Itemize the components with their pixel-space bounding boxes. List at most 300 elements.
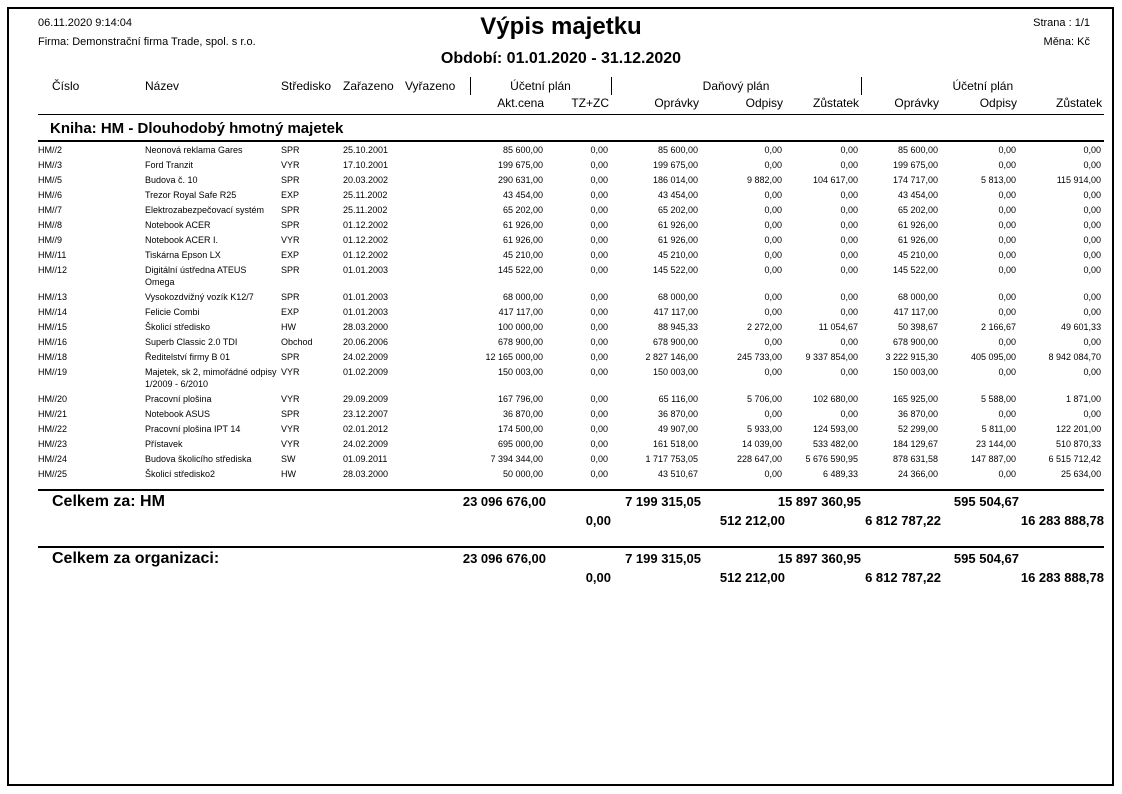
cell-cislo: HM//7 [38,205,63,215]
cell-ucet_zustatek: 510 870,33 [1056,439,1102,449]
cell-ucet_opravky: 85 600,00 [898,145,939,155]
cell-dan_odpisy: 0,00 [764,160,783,170]
report-meta-right [1033,14,1090,52]
cell-vyrazeno [405,289,470,304]
cell-dan_odpisy: 245 733,00 [736,352,783,362]
table-row [38,141,1104,157]
cell-dan_opravky: 85 600,00 [657,145,699,155]
total-akt-cena: 23 096 676,00 [462,494,546,509]
cell-zarazeno: 01.02.2009 [343,367,389,377]
cell-zarazeno: 01.01.2003 [343,307,389,317]
cell-dan_zustatek: 0,00 [840,367,859,377]
cell-akt_cena: 695 000,00 [497,439,543,449]
cell-dan_zustatek: 0,00 [840,220,859,230]
cell-dan_zustatek: 124 593,00 [813,424,859,434]
cell-dan_zustatek: 0,00 [840,292,859,302]
table-row [38,232,1104,247]
cell-cislo: HM//12 [38,265,68,275]
cell-nazev: Majetek, sk 2, mimořádné odpisy 1/2009 - 6/2010 [145,367,277,389]
cell-ucet_opravky: 678 900,00 [893,337,939,347]
cell-tz_zc: 0,00 [590,337,609,347]
cell-stredisko: VYR [281,160,300,170]
cell-vyrazeno [405,406,470,421]
cell-ucet_zustatek: 115 914,00 [1056,175,1102,185]
cell-dan_opravky: 36 870,00 [657,409,699,419]
table-row [38,391,1104,406]
company-name: Firma: Demonstrační firma Trade, spol. s r.o. [38,36,256,48]
cell-akt_cena: 145 522,00 [497,265,543,275]
cell-ucet_opravky: 61 926,00 [898,220,939,230]
cell-akt_cena: 45 210,00 [502,250,543,260]
cell-zarazeno: 01.12.2002 [343,235,389,245]
cell-vyrazeno [405,436,470,451]
cell-ucet_zustatek: 0,00 [1083,307,1102,317]
cell-zarazeno: 20.06.2006 [343,337,389,347]
cell-dan_opravky: 68 000,00 [657,292,699,302]
cell-ucet_zustatek: 49 601,33 [1061,322,1102,332]
cell-nazev: Superb Classic 2.0 TDI [145,337,238,347]
table-row [38,364,1104,391]
cell-dan_zustatek: 9 337 854,00 [805,352,859,362]
table-row [38,319,1104,334]
cell-ucet_zustatek: 0,00 [1083,190,1102,200]
total-akt-cena: 23 096 676,00 [462,551,546,566]
cell-cislo: HM//5 [38,175,63,185]
column-header-dan-opravky: Oprávky [611,95,701,115]
total-ucet-odpisy: 595 504,67 [953,551,1019,566]
cell-ucet_zustatek: 0,00 [1083,250,1102,260]
total-dan-opravky: 7 199 315,05 [625,494,701,509]
cell-zarazeno: 01.01.2003 [343,265,389,275]
cell-tz_zc: 0,00 [590,352,609,362]
cell-akt_cena: 61 926,00 [502,220,543,230]
cell-vyrazeno [405,232,470,247]
cell-tz_zc: 0,00 [590,250,609,260]
cell-tz_zc: 0,00 [590,439,609,449]
table-row [38,202,1104,217]
cell-zarazeno: 29.09.2009 [343,394,389,404]
cell-nazev: Školicí středisko2 [145,469,216,479]
column-header-nazev: Název [145,79,180,93]
cell-dan_zustatek: 6 489,33 [823,469,859,479]
cell-zarazeno: 02.01.2012 [343,424,389,434]
cell-ucet_opravky: 61 926,00 [898,235,939,245]
asset-table [38,77,1104,481]
cell-dan_odpisy: 0,00 [764,250,783,260]
cell-zarazeno: 25.11.2002 [343,205,388,215]
cell-dan_odpisy: 0,00 [764,469,783,479]
cell-nazev: Školicí středisko [145,322,211,332]
cell-nazev: Ředitelství firmy B 01 [145,352,231,362]
total-ucet-zustatek: 16 283 888,78 [1020,570,1104,585]
cell-dan_opravky: 199 675,00 [652,160,699,170]
cell-ucet_zustatek: 25 634,00 [1061,469,1102,479]
cell-akt_cena: 174 500,00 [497,424,543,434]
cell-dan_opravky: 49 907,00 [657,424,699,434]
cell-tz_zc: 0,00 [590,190,609,200]
cell-dan_odpisy: 0,00 [764,190,783,200]
cell-akt_cena: 65 202,00 [502,205,543,215]
cell-vyrazeno [405,217,470,232]
total-dan-odpisy: 512 212,00 [719,513,785,528]
cell-nazev: Tiskárna Epson LX [145,250,221,260]
cell-dan_opravky: 88 945,33 [657,322,699,332]
cell-dan_opravky: 65 116,00 [658,394,699,404]
cell-nazev: Trezor Royal Safe R25 [145,190,237,200]
group-header-ucetni-plan-1: Účetní plán [470,77,611,95]
cell-cislo: HM//11 [38,250,67,260]
cell-zarazeno: 24.02.2009 [343,352,389,362]
group-header-danovy-plan: Daňový plán [611,77,861,95]
cell-vyrazeno [405,334,470,349]
cell-stredisko: SPR [281,205,300,215]
cell-ucet_opravky: 36 870,00 [898,409,939,419]
cell-dan_zustatek: 5 676 590,95 [805,454,859,464]
cell-nazev: Ford Tranzit [145,160,194,170]
cell-stredisko: HW [281,469,296,479]
cell-vyrazeno [405,172,470,187]
cell-stredisko: SPR [281,292,300,302]
cell-tz_zc: 0,00 [590,160,609,170]
total-ucet-opravky: 6 812 787,22 [865,513,941,528]
table-row [38,247,1104,262]
cell-nazev: Budova č. 10 [145,175,198,185]
column-header-dan-zustatek: Zůstatek [785,95,861,115]
cell-vyrazeno [405,304,470,319]
table-row [38,262,1104,289]
currency-label: Měna: Kč [1043,36,1090,48]
cell-dan_opravky: 61 926,00 [657,220,699,230]
cell-cislo: HM//13 [38,292,68,302]
cell-dan_odpisy: 5 706,00 [746,394,783,404]
cell-dan_opravky: 45 210,00 [657,250,699,260]
cell-nazev: Neonová reklama Gares [145,145,243,155]
cell-stredisko: SPR [281,409,300,419]
cell-ucet_zustatek: 0,00 [1083,337,1102,347]
cell-ucet_zustatek: 1 871,00 [1066,394,1102,404]
cell-stredisko: SPR [281,352,300,362]
cell-ucet_zustatek: 0,00 [1083,235,1102,245]
cell-tz_zc: 0,00 [590,469,609,479]
cell-ucet_zustatek: 6 515 712,42 [1048,454,1102,464]
cell-akt_cena: 68 000,00 [502,292,543,302]
cell-dan_zustatek: 0,00 [840,160,859,170]
cell-dan_opravky: 186 014,00 [652,175,699,185]
table-row [38,217,1104,232]
page-number: Strana : 1/1 [1033,17,1090,29]
asset-table-body [38,141,1104,481]
cell-akt_cena: 417 117,00 [498,307,543,317]
cell-cislo: HM//22 [38,424,68,434]
column-header-ucet-opravky: Oprávky [861,95,941,115]
cell-tz_zc: 0,00 [590,292,609,302]
totals-hm [38,489,1104,529]
cell-ucet_opravky: 165 925,00 [893,394,939,404]
cell-nazev: Pracovní plošina IPT 14 [145,424,241,434]
cell-stredisko: EXP [281,190,300,200]
cell-cislo: HM//23 [38,439,68,449]
cell-dan_opravky: 1 717 753,05 [645,454,699,464]
cell-nazev: Budova školicího střediska [145,454,252,464]
cell-ucet_odpisy: 0,00 [998,409,1017,419]
cell-cislo: HM//3 [38,160,63,170]
total-dan-odpisy: 512 212,00 [719,570,785,585]
cell-dan_zustatek: 0,00 [840,235,859,245]
cell-ucet_opravky: 43 454,00 [898,190,939,200]
cell-akt_cena: 12 165 000,00 [485,352,543,362]
cell-stredisko: VYR [281,235,300,245]
totals-org-label: Celkem za organizaci: [52,550,220,567]
cell-nazev: Pracovní plošina [145,394,212,404]
cell-akt_cena: 7 394 344,00 [490,454,543,464]
cell-stredisko: VYR [281,394,300,404]
cell-dan_odpisy: 0,00 [764,367,783,377]
cell-cislo: HM//14 [38,307,68,317]
report-title: Výpis majetku [480,13,642,40]
cell-vyrazeno [405,247,470,262]
cell-tz_zc: 0,00 [590,454,609,464]
cell-vyrazeno [405,349,470,364]
cell-ucet_odpisy: 2 166,67 [981,322,1017,332]
cell-ucet_odpisy: 405 095,00 [971,352,1017,362]
cell-akt_cena: 85 600,00 [502,145,543,155]
cell-zarazeno: 01.12.2002 [343,220,389,230]
cell-cislo: HM//18 [38,352,68,362]
column-header-stredisko: Středisko [281,79,332,93]
cell-dan_zustatek: 102 680,00 [813,394,859,404]
column-header-vyrazeno: Vyřazeno [405,79,456,93]
cell-dan_zustatek: 0,00 [840,145,859,155]
totals-organization [38,546,1104,586]
table-row [38,349,1104,364]
cell-dan_odpisy: 2 272,00 [746,322,783,332]
cell-cislo: HM//25 [38,469,68,479]
cell-nazev: Notebook ACER I. [145,235,219,245]
column-header-dan-odpisy: Odpisy [701,95,785,115]
cell-dan_opravky: 43 510,67 [657,469,699,479]
section-header-row [38,115,1104,142]
cell-zarazeno: 28.03.2000 [343,469,389,479]
cell-stredisko: SPR [281,145,300,155]
cell-zarazeno: 23.12.2007 [343,409,389,419]
totals-hm-label: Celkem za: HM [52,493,165,510]
cell-dan_zustatek: 11 054,67 [818,322,859,332]
cell-akt_cena: 678 900,00 [497,337,543,347]
cell-ucet_zustatek: 0,00 [1083,145,1102,155]
cell-dan_odpisy: 0,00 [764,292,783,302]
cell-akt_cena: 167 796,00 [497,394,543,404]
cell-vyrazeno [405,421,470,436]
cell-akt_cena: 36 870,00 [502,409,543,419]
cell-cislo: HM//16 [38,337,68,347]
cell-stredisko: VYR [281,439,300,449]
cell-dan_odpisy: 0,00 [764,409,783,419]
cell-cislo: HM//6 [38,190,63,200]
cell-ucet_odpisy: 0,00 [998,205,1017,215]
cell-akt_cena: 150 003,00 [497,367,543,377]
cell-ucet_odpisy: 0,00 [998,160,1017,170]
cell-vyrazeno [405,141,470,157]
table-row [38,157,1104,172]
cell-ucet_odpisy: 0,00 [998,337,1017,347]
cell-ucet_odpisy: 5 813,00 [981,175,1017,185]
cell-ucet_zustatek: 0,00 [1083,367,1102,377]
cell-dan_zustatek: 104 617,00 [813,175,859,185]
cell-cislo: HM//8 [38,220,63,230]
cell-akt_cena: 100 000,00 [497,322,543,332]
total-ucet-opravky: 6 812 787,22 [865,570,941,585]
cell-nazev: Vysokozdvižný vozík K12/7 [145,292,254,302]
cell-nazev: Notebook ACER [145,220,211,230]
cell-tz_zc: 0,00 [590,205,609,215]
cell-ucet_zustatek: 0,00 [1083,292,1102,302]
cell-dan_zustatek: 0,00 [840,190,859,200]
cell-dan_opravky: 417 117,00 [653,307,699,317]
cell-ucet_odpisy: 0,00 [998,250,1017,260]
cell-vyrazeno [405,262,470,289]
cell-ucet_zustatek: 122 201,00 [1056,424,1102,434]
cell-dan_odpisy: 14 039,00 [741,439,783,449]
column-header-tz-zc: TZ+ZC [546,95,611,115]
cell-ucet_odpisy: 5 811,00 [981,424,1017,434]
cell-zarazeno: 25.11.2002 [343,190,388,200]
cell-ucet_odpisy: 0,00 [998,307,1017,317]
cell-tz_zc: 0,00 [590,220,609,230]
cell-ucet_opravky: 174 717,00 [893,175,939,185]
column-header-zarazeno: Zařazeno [343,79,394,93]
cell-ucet_zustatek: 0,00 [1083,220,1102,230]
cell-stredisko: EXP [281,307,300,317]
cell-tz_zc: 0,00 [590,322,609,332]
cell-cislo: HM//19 [38,367,68,377]
cell-cislo: HM//2 [38,145,63,155]
total-ucet-zustatek: 16 283 888,78 [1020,513,1104,528]
cell-ucet_opravky: 199 675,00 [893,160,939,170]
cell-dan_odpisy: 5 933,00 [746,424,783,434]
cell-vyrazeno [405,202,470,217]
cell-stredisko: SW [281,454,296,464]
cell-vyrazeno [405,319,470,334]
group-header-ucetni-plan-2: Účetní plán [861,77,1104,95]
cell-vyrazeno [405,364,470,391]
cell-zarazeno: 01.12.2002 [343,250,389,260]
cell-dan_zustatek: 533 482,00 [813,439,859,449]
cell-stredisko: SPR [281,220,300,230]
cell-akt_cena: 43 454,00 [502,190,543,200]
cell-tz_zc: 0,00 [590,175,609,185]
cell-ucet_odpisy: 0,00 [998,220,1017,230]
cell-stredisko: VYR [281,424,300,434]
cell-vyrazeno [405,157,470,172]
cell-dan_opravky: 145 522,00 [652,265,699,275]
cell-tz_zc: 0,00 [590,307,609,317]
cell-ucet_odpisy: 5 588,00 [981,394,1017,404]
total-ucet-odpisy: 595 504,67 [953,494,1019,509]
cell-ucet_opravky: 50 398,67 [898,322,939,332]
cell-cislo: HM//20 [38,394,68,404]
cell-dan_odpisy: 9 882,00 [746,175,783,185]
cell-stredisko: VYR [281,367,300,377]
section-title: Kniha: HM - Dlouhodobý hmotný majetek [38,115,1104,142]
report-datetime: 06.11.2020 9:14:04 [38,17,132,29]
cell-cislo: HM//21 [38,409,68,419]
table-row [38,436,1104,451]
cell-ucet_odpisy: 0,00 [998,235,1017,245]
cell-dan_opravky: 61 926,00 [657,235,699,245]
cell-ucet_opravky: 184 129,67 [893,439,939,449]
cell-dan_zustatek: 0,00 [840,250,859,260]
cell-dan_odpisy: 228 647,00 [736,454,783,464]
total-tz-zc: 0,00 [585,570,611,585]
cell-vyrazeno [405,466,470,481]
cell-zarazeno: 17.10.2001 [343,160,389,170]
cell-dan_opravky: 150 003,00 [652,367,699,377]
table-row [38,334,1104,349]
cell-dan_odpisy: 0,00 [764,337,783,347]
cell-ucet_opravky: 878 631,58 [893,454,939,464]
cell-tz_zc: 0,00 [590,367,609,377]
cell-zarazeno: 01.09.2011 [343,454,388,464]
table-row [38,421,1104,436]
cell-dan_opravky: 161 518,00 [652,439,699,449]
cell-dan_opravky: 65 202,00 [657,205,699,215]
total-dan-zustatek: 15 897 360,95 [777,494,861,509]
table-row [38,304,1104,319]
cell-dan_odpisy: 0,00 [764,307,783,317]
cell-akt_cena: 61 926,00 [502,235,543,245]
cell-ucet_opravky: 65 202,00 [898,205,939,215]
table-row [38,289,1104,304]
cell-ucet_opravky: 24 366,00 [898,469,939,479]
cell-ucet_odpisy: 0,00 [998,469,1017,479]
cell-dan_opravky: 2 827 146,00 [645,352,699,362]
cell-ucet_opravky: 45 210,00 [898,250,939,260]
cell-ucet_zustatek: 8 942 084,70 [1048,352,1102,362]
cell-zarazeno: 28.03.2000 [343,322,389,332]
cell-ucet_odpisy: 0,00 [998,367,1017,377]
table-row [38,187,1104,202]
cell-ucet_zustatek: 0,00 [1083,265,1102,275]
total-tz-zc: 0,00 [585,513,611,528]
total-dan-opravky: 7 199 315,05 [625,551,701,566]
cell-tz_zc: 0,00 [590,409,609,419]
cell-stredisko: EXP [281,250,300,260]
cell-dan_odpisy: 0,00 [764,220,783,230]
cell-zarazeno: 24.02.2009 [343,439,389,449]
cell-tz_zc: 0,00 [590,394,609,404]
cell-vyrazeno [405,187,470,202]
cell-akt_cena: 199 675,00 [497,160,543,170]
cell-stredisko: SPR [281,265,300,275]
column-header-akt-cena: Akt.cena [470,95,546,115]
cell-akt_cena: 50 000,00 [502,469,543,479]
cell-dan_odpisy: 0,00 [764,265,783,275]
cell-ucet_opravky: 52 299,00 [898,424,939,434]
cell-ucet_odpisy: 0,00 [998,265,1017,275]
cell-cislo: HM//15 [38,322,68,332]
cell-dan_opravky: 43 454,00 [657,190,699,200]
cell-nazev: Notebook ASUS [145,409,211,419]
cell-ucet_opravky: 3 222 915,30 [885,352,939,362]
cell-dan_opravky: 678 900,00 [652,337,699,347]
cell-dan_zustatek: 0,00 [840,409,859,419]
cell-nazev: Felicie Combi [145,307,200,317]
cell-stredisko: Obchod [281,337,313,347]
cell-nazev: Přístavek [145,439,183,449]
cell-akt_cena: 290 631,00 [497,175,543,185]
table-header [38,77,1104,115]
cell-ucet_odpisy: 0,00 [998,145,1017,155]
